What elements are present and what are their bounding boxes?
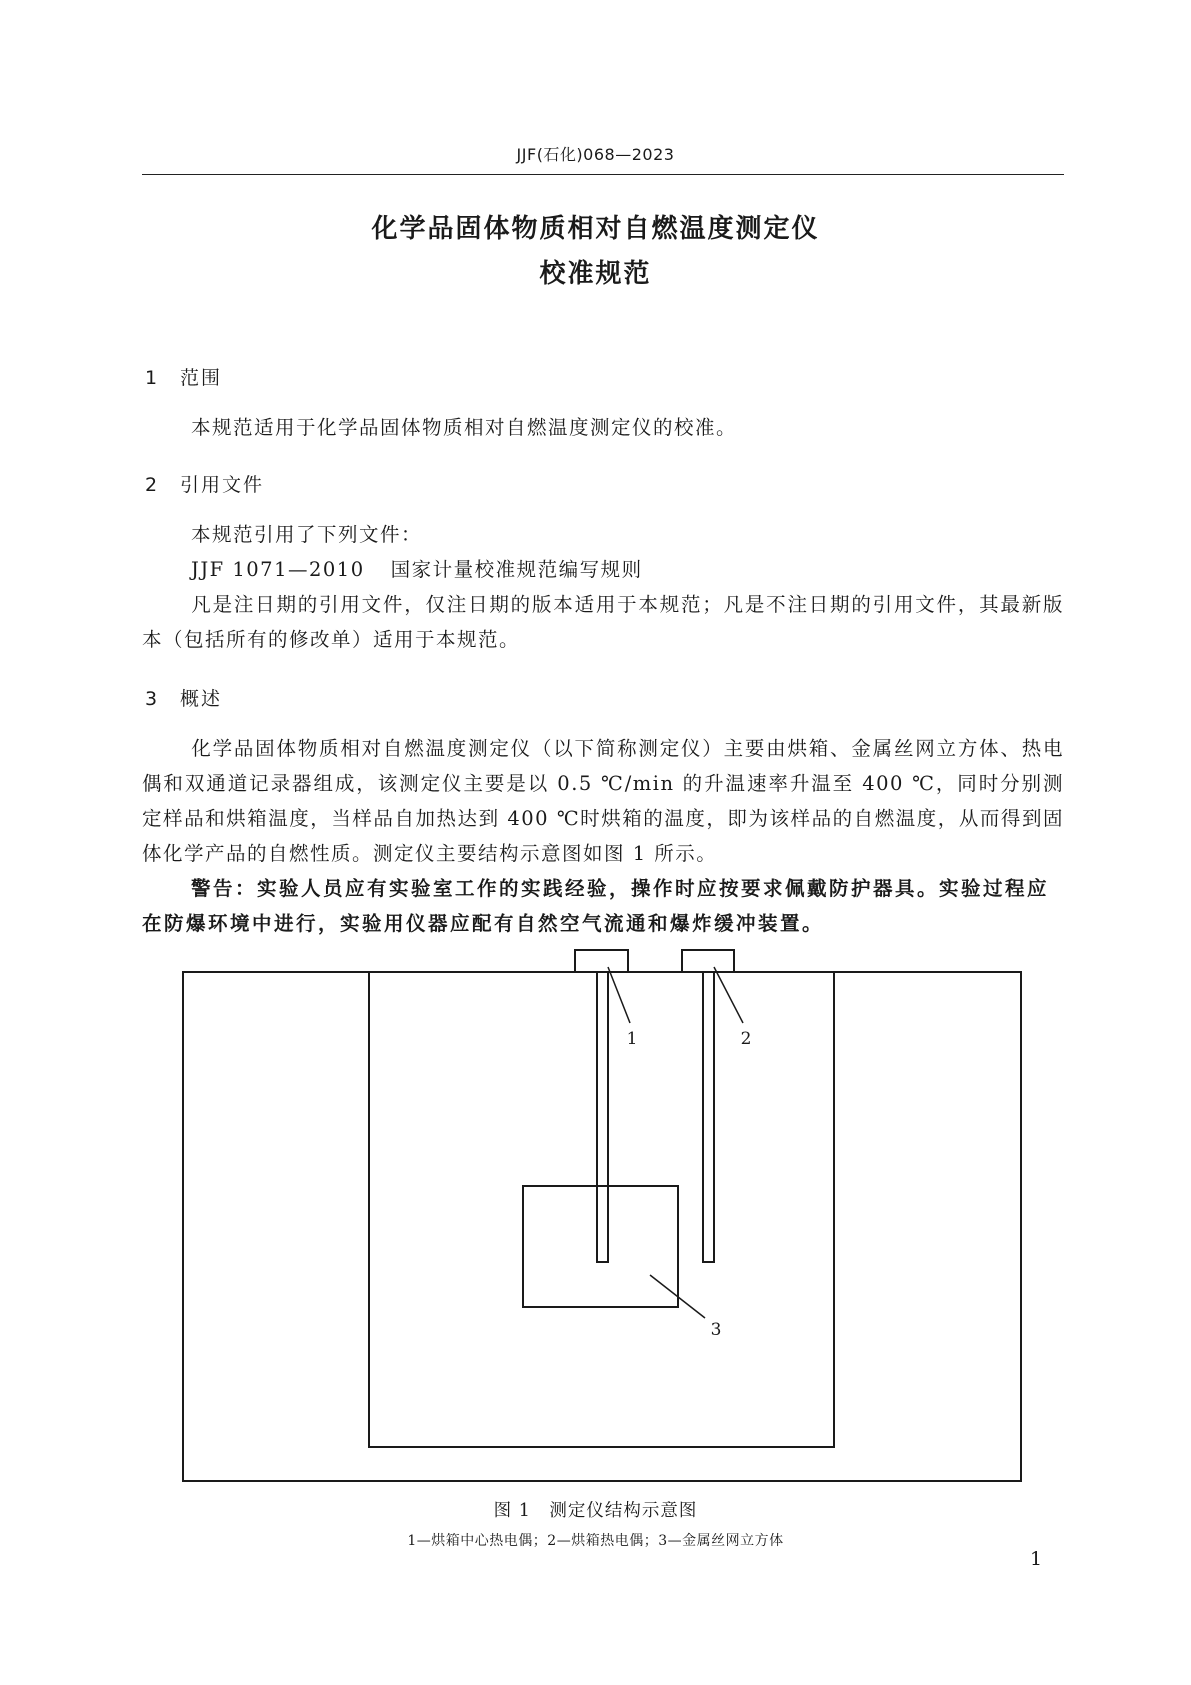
outer-housing (183, 972, 1021, 1481)
references-intro: 本规范引用了下列文件： (191, 523, 423, 546)
reference-code: JJF 1071—2010 (191, 558, 365, 581)
figure-key: 1—烘箱中心热电偶；2—烘箱热电偶；3—金属丝网立方体 (407, 1533, 784, 1549)
section-number: 2 (145, 474, 160, 496)
section-number: 3 (145, 688, 160, 710)
wire-mesh-cube (523, 1186, 678, 1307)
leader-line-2 (714, 967, 743, 1023)
warning-paragraph: 警告：实验人员应有实验室工作的实践经验，操作时应按要求佩戴防护器具。实验过程应在防爆环境中进行，实验用仪器应配有自然空气流通和爆炸缓冲装置。 (142, 877, 1050, 935)
reference-title: 国家计量校准规范编写规则 (390, 558, 643, 581)
document-header-code: JJF(石化)068—2023 (516, 145, 675, 164)
document-title-line1: 化学品固体物质相对自燃温度测定仪 (371, 214, 820, 244)
leader-line-1 (608, 967, 630, 1023)
section-title: 范围 (180, 367, 223, 389)
figure-caption: 图 1 测定仪结构示意图 (493, 1501, 698, 1521)
references-note: 凡是注日期的引用文件，仅注日期的版本适用于本规范；凡是不注日期的引用文件，其最新版本（包括所有的修改单）适用于本规范。 (142, 593, 1064, 651)
scope-paragraph: 本规范适用于化学品固体物质相对自燃温度测定仪的校准。 (191, 416, 738, 439)
section-title: 概述 (180, 688, 223, 710)
oven-chamber (369, 972, 834, 1447)
thermocouple-1-cap (575, 950, 628, 972)
document-title-line2: 校准规范 (539, 259, 652, 289)
figure-label-1: 1 (626, 1029, 638, 1049)
center-thermocouple (597, 972, 608, 1262)
figure-label-2: 2 (740, 1029, 752, 1049)
thermocouple-2-cap (682, 950, 734, 972)
section-title: 引用文件 (180, 474, 265, 496)
section-number: 1 (145, 367, 160, 389)
overview-paragraph: 化学品固体物质相对自燃温度测定仪（以下简称测定仪）主要由烘箱、金属丝网立方体、热电偶和双通道记录器组成，该测定仪主要是以 0.5 ℃/min 的升温速率升温至 400 ℃，同时分别测定样品和烘箱温度，当样品自加热达到 400 ℃时烘箱的温度，即为该样品的自燃温度，从而得到固体化学产品的自燃性质。测定仪主要结构示意图如图 1 所示。 (142, 737, 1064, 865)
oven-thermocouple (703, 972, 714, 1262)
figure-label-3: 3 (710, 1320, 722, 1340)
page-number: 1 (1030, 1548, 1043, 1570)
